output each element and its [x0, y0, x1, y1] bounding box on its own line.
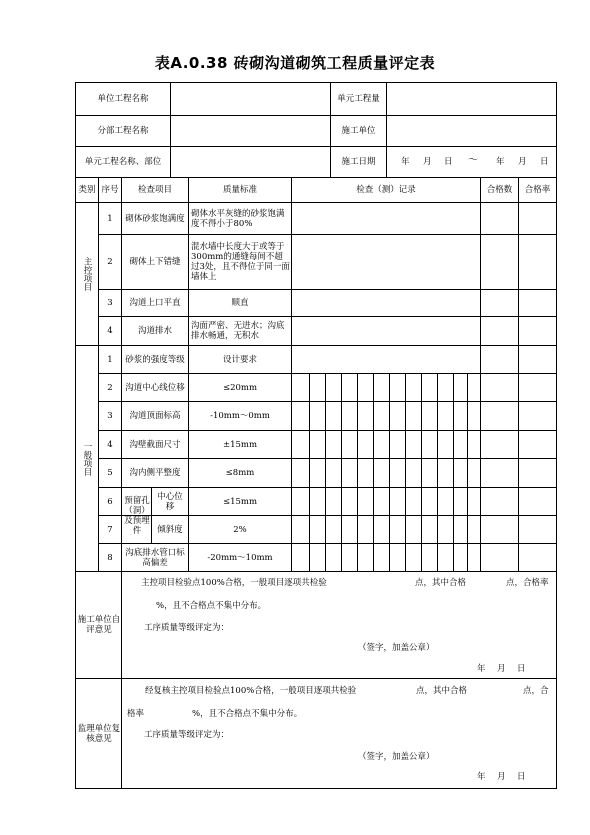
gen-row-3-item: 沟道顶面标高 [129, 411, 181, 421]
main-row-1-standard: 砌体水平灰缝的砂浆饱满度不得小于80% [191, 208, 285, 229]
construction-sign: （签字，加盖公章） [358, 643, 435, 653]
col-item: 检查项目 [137, 185, 172, 195]
category-main: 主控项目 [82, 257, 92, 291]
supervision-line2a: 格率 [127, 709, 145, 719]
gen-row-7-seq: 7 [107, 524, 113, 535]
date-start-year: 年 [401, 157, 410, 167]
construction-unit-field[interactable] [387, 116, 556, 146]
gen-row-5-standard: ≤8mm [225, 468, 255, 478]
gen-row-6-standard: ≤15mm [222, 496, 258, 507]
element-name-label: 单元工程名称、部位 [84, 157, 162, 167]
supervision-date-day: 日 [517, 772, 526, 782]
construction-line1c: 点，合格率 [506, 578, 549, 588]
main-row-4-item: 沟道排水 [137, 326, 172, 336]
gen-row-4-seq: 4 [107, 439, 113, 450]
supervision-line1a: 经复核主控项目检验点100%合格，一般项目逐项共检验 [145, 686, 357, 696]
construction-date-year: 年 [477, 664, 486, 674]
construction-line1a: 主控项目检验点100%合格，一般项目逐项共检验 [141, 578, 327, 588]
date-separator: ～ [468, 155, 478, 166]
construction-line2: %，且不合格点不集中分布。 [156, 601, 267, 611]
gen-group-reserved-holes: 预留孔（洞）及预埋件 [124, 495, 150, 536]
main-row-2-item: 砌体上下错缝 [129, 257, 181, 267]
construction-line1b: 点，其中合格 [415, 578, 467, 588]
gen-row-8-item: 沟底排水管口标高偏差 [125, 547, 185, 568]
gen-row-2-seq: 2 [107, 382, 113, 393]
unit-quantity-field[interactable] [387, 83, 556, 115]
gen-row-1-standard: 设计要求 [222, 354, 257, 365]
col-pass-rate: 合格率 [524, 185, 551, 195]
construction-date-month: 月 [497, 664, 506, 674]
gen-row-8-seq: 8 [107, 552, 113, 563]
construction-opinion-label: 施工单位自评意见 [77, 615, 121, 635]
main-row-2-seq: 2 [107, 257, 113, 267]
construction-date-day: 日 [517, 664, 526, 674]
gen-row-3-standard: -10mm～0mm [210, 411, 270, 421]
date-end-day: 日 [540, 157, 549, 167]
main-row-1-item: 砌体砂浆饱满度 [125, 213, 185, 224]
supervision-opinion-label: 监理单位复核意见 [77, 723, 121, 744]
main-row-1-seq: 1 [107, 213, 113, 224]
sub-project-field[interactable] [171, 116, 330, 146]
unit-project-field[interactable] [171, 83, 330, 115]
gen-row-6-seq: 6 [107, 496, 113, 507]
supervision-line2b: %，且不合格点不集中分布。 [192, 709, 303, 719]
date-start-month: 月 [423, 157, 432, 167]
gen-row-3-seq: 3 [107, 411, 113, 421]
gen-row-1-item: 砂浆的强度等级 [125, 354, 185, 365]
main-row-3-item: 沟道上口平直 [129, 298, 181, 308]
sub-project-label: 分部工程名称 [97, 126, 149, 136]
supervision-sign: （签字，加盖公章） [358, 752, 435, 762]
supervision-date-month: 月 [497, 772, 506, 782]
main-row-2-standard: 混水墙中长度大于或等于300mm的通缝每间不超过3处，且不得位于同一面墙体上 [191, 242, 290, 282]
category-general: 一般项目 [82, 441, 92, 476]
gen-row-5-seq: 5 [107, 468, 113, 478]
gen-row-4-item: 沟壁截面尺寸 [129, 439, 181, 450]
supervision-line1b: 点，其中合格 [416, 686, 468, 696]
main-row-3-seq: 3 [107, 298, 113, 308]
gen-row-2-item: 沟道中心线位移 [125, 382, 185, 393]
gen-row-1-seq: 1 [107, 354, 113, 365]
construction-unit-label: 施工单位 [341, 126, 376, 136]
date-end-month: 月 [518, 157, 527, 167]
col-pass-count: 合格数 [486, 185, 513, 195]
unit-quantity-label: 单元工程量 [337, 94, 380, 104]
col-seq: 序号 [101, 185, 119, 195]
supervision-date-year: 年 [477, 772, 486, 782]
gen-row-5-item: 沟内侧平整度 [129, 468, 181, 478]
gen-row-7-item: 倾斜度 [157, 524, 183, 535]
gen-row-4-standard: ±15mm [222, 439, 258, 450]
element-name-field[interactable] [171, 147, 330, 177]
col-standard: 质量标准 [222, 185, 257, 195]
date-end-year: 年 [496, 157, 505, 167]
main-row-4-standard: 沟面严密、无进水；沟底排水畅通，无积水 [191, 321, 285, 341]
supervision-line1c: 点，合 [523, 686, 549, 696]
main-row-3-standard: 顺直 [231, 298, 249, 308]
date-start-day: 日 [444, 157, 453, 167]
gen-row-8-standard: -20mm～10mm [207, 552, 273, 563]
main-row-4-seq: 4 [107, 326, 113, 336]
gen-row-6-item: 中心位移 [157, 491, 183, 512]
supervision-line3: 工序质量等级评定为： [144, 730, 230, 740]
gen-row-7-standard: 2% [233, 524, 247, 535]
construction-line3: 工序质量等级评定为： [144, 623, 230, 633]
page-title: 表A.0.38 砖砌沟道砌筑工程质量评定表 [154, 54, 436, 72]
col-record: 检查（测）记录 [356, 185, 416, 195]
col-category: 类别 [78, 185, 96, 195]
date-label: 施工日期 [341, 157, 376, 167]
unit-project-label: 单位工程名称 [97, 94, 149, 104]
gen-row-2-standard: ≤20mm [222, 382, 258, 393]
